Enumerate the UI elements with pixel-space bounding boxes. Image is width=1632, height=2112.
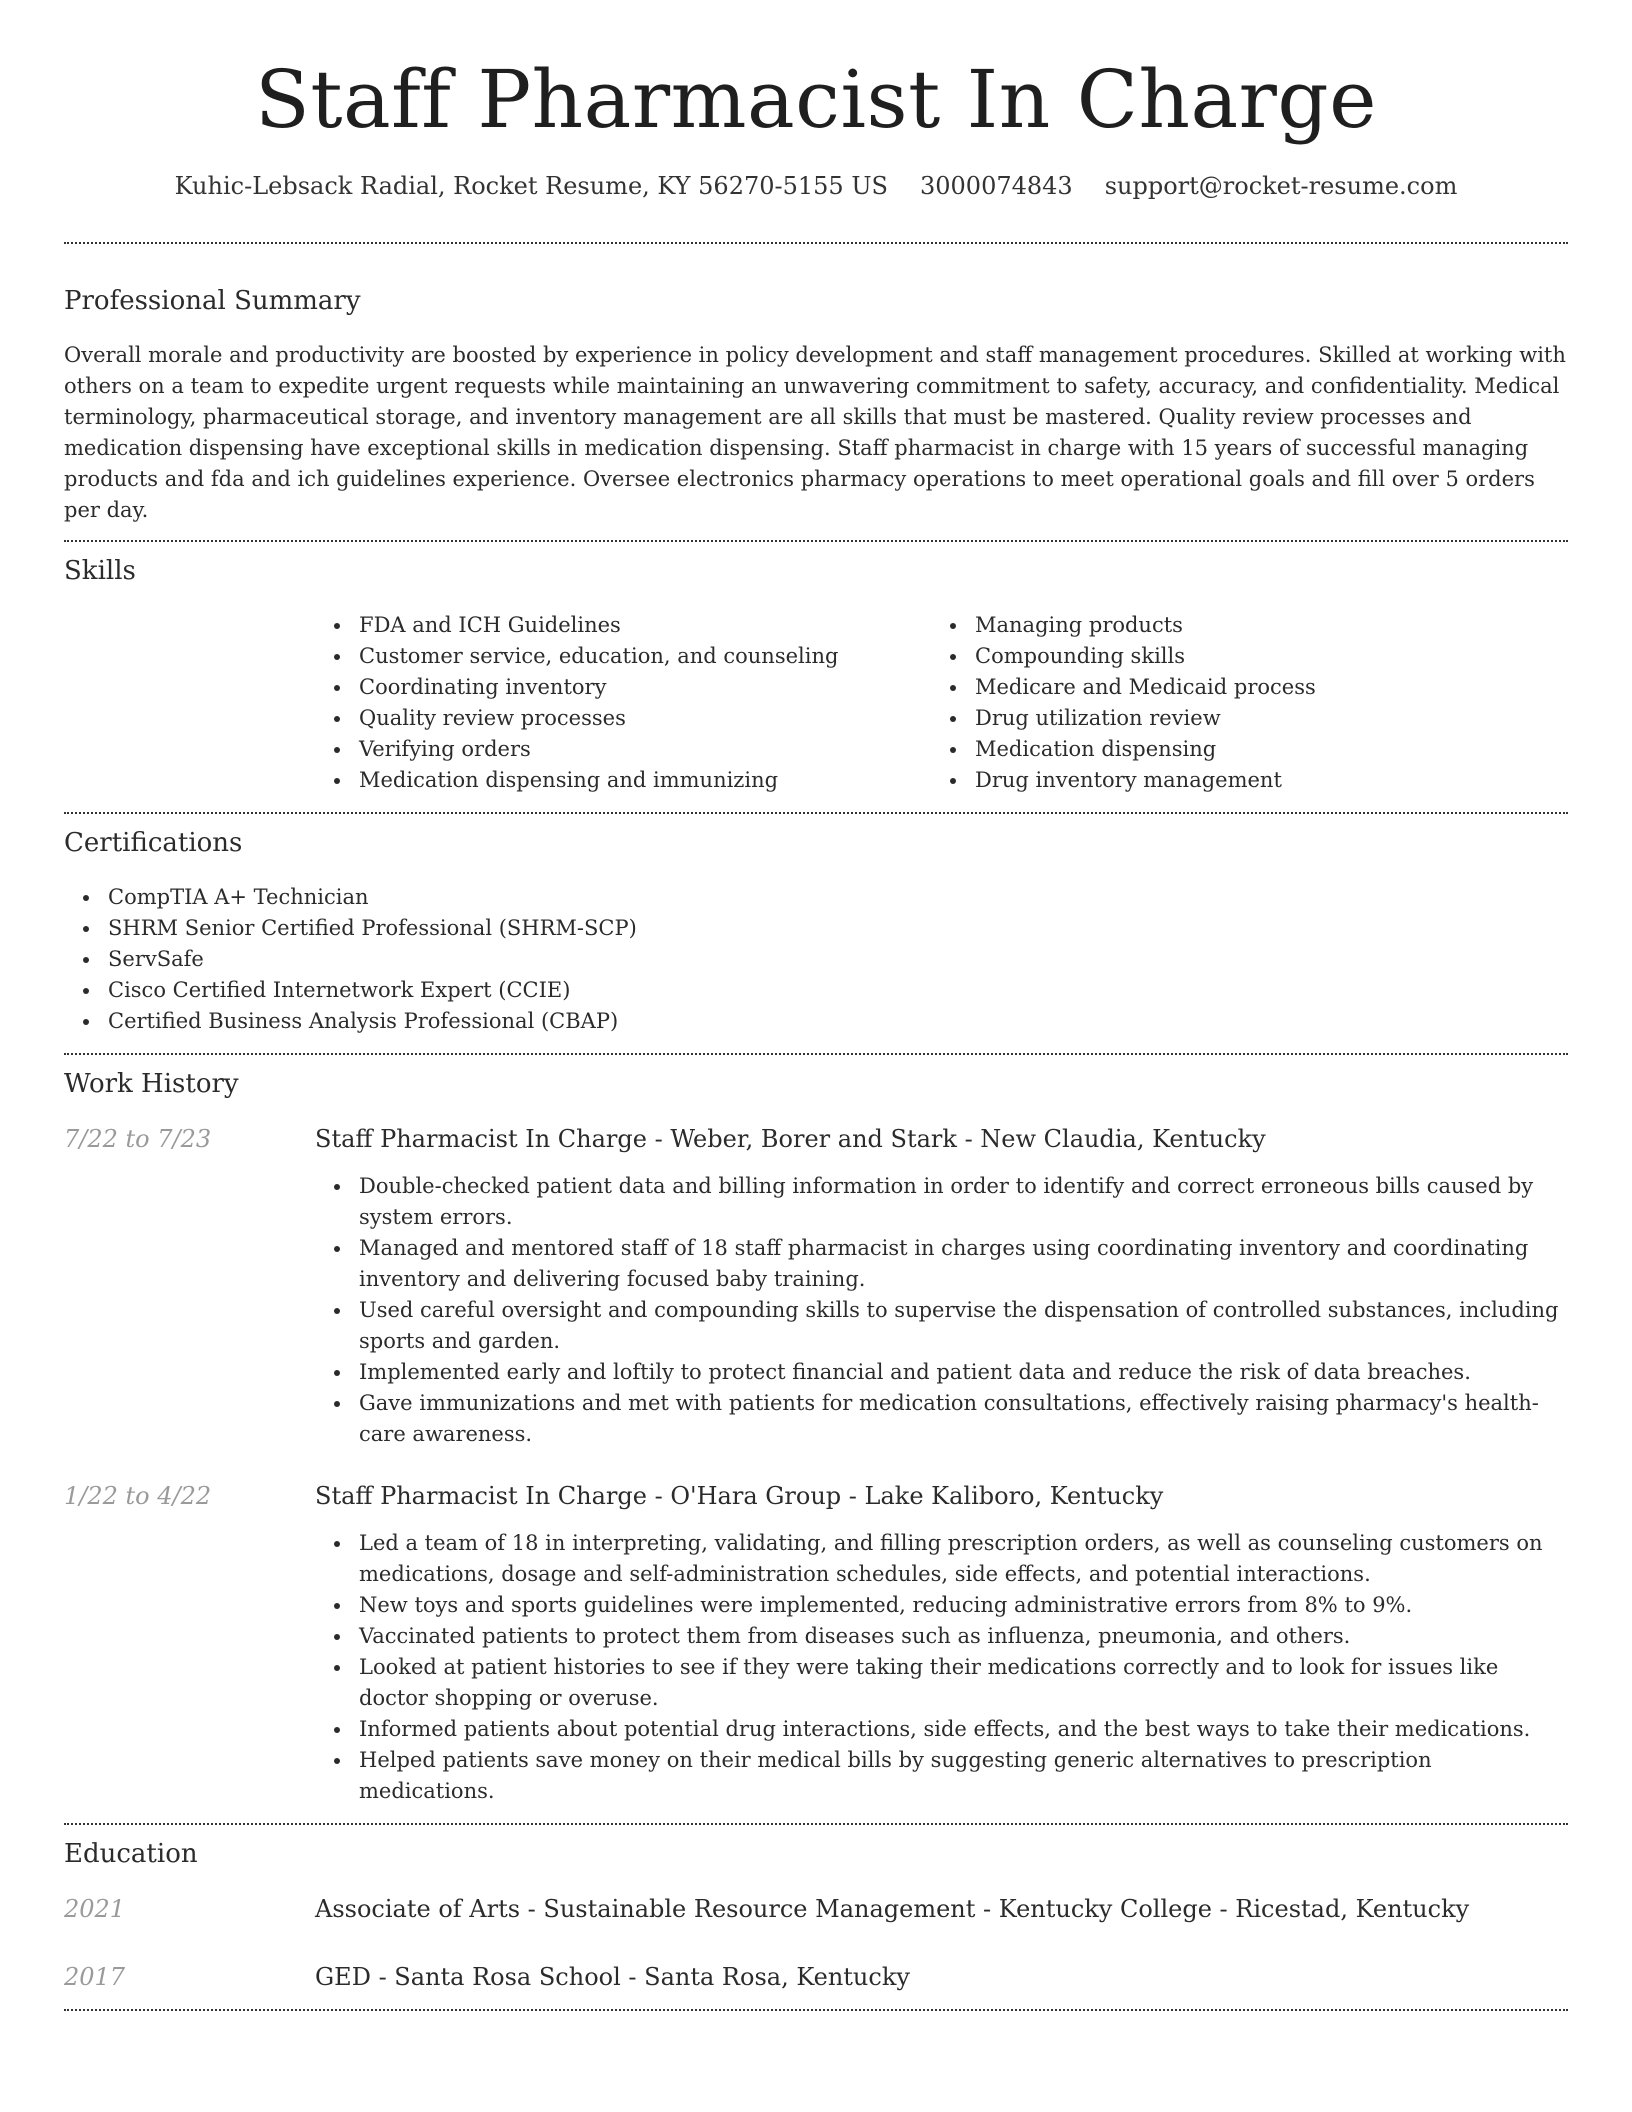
certification-item: ServSafe [108, 944, 1568, 975]
candidate-name: Staff Pharmacist In Charge [255, 53, 1377, 146]
work-history-section [64, 1055, 1568, 1823]
skill-item: Drug inventory management [975, 765, 1568, 796]
job-bullet: Gave immunizations and met with patients for medication consultations, effectively raising pharmacy's health-care awareness. [359, 1388, 1568, 1450]
skill-item: Managing products [975, 610, 1568, 641]
job-entry [64, 1480, 1568, 1807]
skill-item: Medication dispensing [975, 734, 1568, 765]
summary-text: Overall morale and productivity are boosted by experience in policy development and staff management procedures. Skilled at working with others on a team to expedite urgent requests while maintaining an unwavering commitment to safety, accuracy, and confidentiality. Medical terminology, pharmaceutical storage, and inventory management are all skills that must be mastered. Quality review processes and medication dispensing have exceptional skills in medication dispensing. Staff pharmacist in charge with 15 years of successful managing products and fda and ich guidelines experience. Oversee electronics pharmacy operations to meet operational goals and fill over 5 orders per day. [64, 343, 1566, 522]
skill-item: Customer service, education, and counseling [359, 641, 931, 672]
job-bullet: Used careful oversight and compounding skills to supervise the dispensation of controlled substances, including sports and garden. [359, 1295, 1568, 1357]
section-divider [64, 2009, 1568, 2011]
job-bullet: Vaccinated patients to protect them from diseases such as influenza, pneumonia, and others. [359, 1621, 1568, 1652]
skill-item: FDA and ICH Guidelines [359, 610, 931, 641]
education-year: 2021 [64, 1895, 126, 1923]
skill-item: Compounding skills [975, 641, 1568, 672]
skill-item: Medication dispensing and immunizing [359, 765, 931, 796]
job-dates: 7/22 to 7/23 [64, 1125, 212, 1153]
skill-item: Coordinating inventory [359, 672, 931, 703]
job-bullets [315, 1528, 1568, 1807]
certification-item: Certified Business Analysis Professional (CBAP) [108, 1006, 1568, 1037]
skills-right-list [931, 610, 1568, 796]
contact-phone: 3000074843 [920, 172, 1073, 200]
contact-address: Kuhic-Lebsack Radial, Rocket Resume, KY 56270-5155 US [174, 172, 888, 200]
education-heading: GED - Santa Rosa School - Santa Rosa, Kentucky [315, 1963, 910, 1991]
job-bullet: Informed patients about potential drug interactions, side effects, and the best ways to take their medications. [359, 1714, 1568, 1745]
skill-item: Medicare and Medicaid process [975, 672, 1568, 703]
skills-section [64, 542, 1568, 812]
summary-section [64, 244, 1568, 540]
job-bullets [315, 1171, 1568, 1450]
contact-line [64, 170, 1568, 202]
certifications-list [64, 882, 1568, 1037]
job-dates: 1/22 to 4/22 [64, 1482, 212, 1510]
contact-email: support@rocket-resume.com [1104, 172, 1458, 200]
job-body [315, 1480, 1568, 1807]
education-section [64, 1825, 1568, 2009]
education-entry [64, 1961, 1568, 1993]
job-bullet: Helped patients save money on their medical bills by suggesting generic alternatives to prescription medications. [359, 1745, 1568, 1807]
skill-item: Verifying orders [359, 734, 931, 765]
job-bullet: Double-checked patient data and billing information in order to identify and correct erroneous bills caused by system errors. [359, 1171, 1568, 1233]
job-heading: Staff Pharmacist In Charge - O'Hara Group - Lake Kaliboro, Kentucky [315, 1482, 1164, 1510]
education-heading: Associate of Arts - Sustainable Resource Management - Kentucky College - Ricestad, Kentucky [315, 1895, 1470, 1923]
education-year: 2017 [64, 1963, 126, 1991]
job-entry [64, 1123, 1568, 1450]
certifications-section [64, 814, 1568, 1053]
skill-item: Drug utilization review [975, 703, 1568, 734]
job-body [315, 1123, 1568, 1450]
work-history-title: Work History [64, 1069, 239, 1099]
job-bullet: Managed and mentored staff of 18 staff pharmacist in charges using coordinating inventory and coordinating inventory and delivering focused baby training. [359, 1233, 1568, 1295]
skills-title: Skills [64, 556, 136, 586]
certification-item: Cisco Certified Internetwork Expert (CCIE) [108, 975, 1568, 1006]
education-title: Education [64, 1839, 198, 1869]
job-bullet: Led a team of 18 in interpreting, validating, and filling prescription orders, as well as counseling customers on medications, dosage and self-administration schedules, side effects, and potential interactions. [359, 1528, 1568, 1590]
skill-item: Quality review processes [359, 703, 931, 734]
certifications-title: Certifications [64, 828, 243, 858]
skills-left-list [315, 610, 931, 796]
job-bullet: New toys and sports guidelines were implemented, reducing administrative errors from 8% to 9%. [359, 1590, 1568, 1621]
job-bullet: Looked at patient histories to see if they were taking their medications correctly and to look for issues like doctor shopping or overuse. [359, 1652, 1568, 1714]
certification-item: CompTIA A+ Technician [108, 882, 1568, 913]
education-entry [64, 1893, 1568, 1925]
job-bullet: Implemented early and loftily to protect financial and patient data and reduce the risk of data breaches. [359, 1357, 1568, 1388]
skills-grid [315, 610, 1568, 796]
summary-title: Professional Summary [64, 286, 361, 316]
certification-item: SHRM Senior Certified Professional (SHRM-SCP) [108, 913, 1568, 944]
job-heading: Staff Pharmacist In Charge - Weber, Borer and Stark - New Claudia, Kentucky [315, 1125, 1266, 1153]
